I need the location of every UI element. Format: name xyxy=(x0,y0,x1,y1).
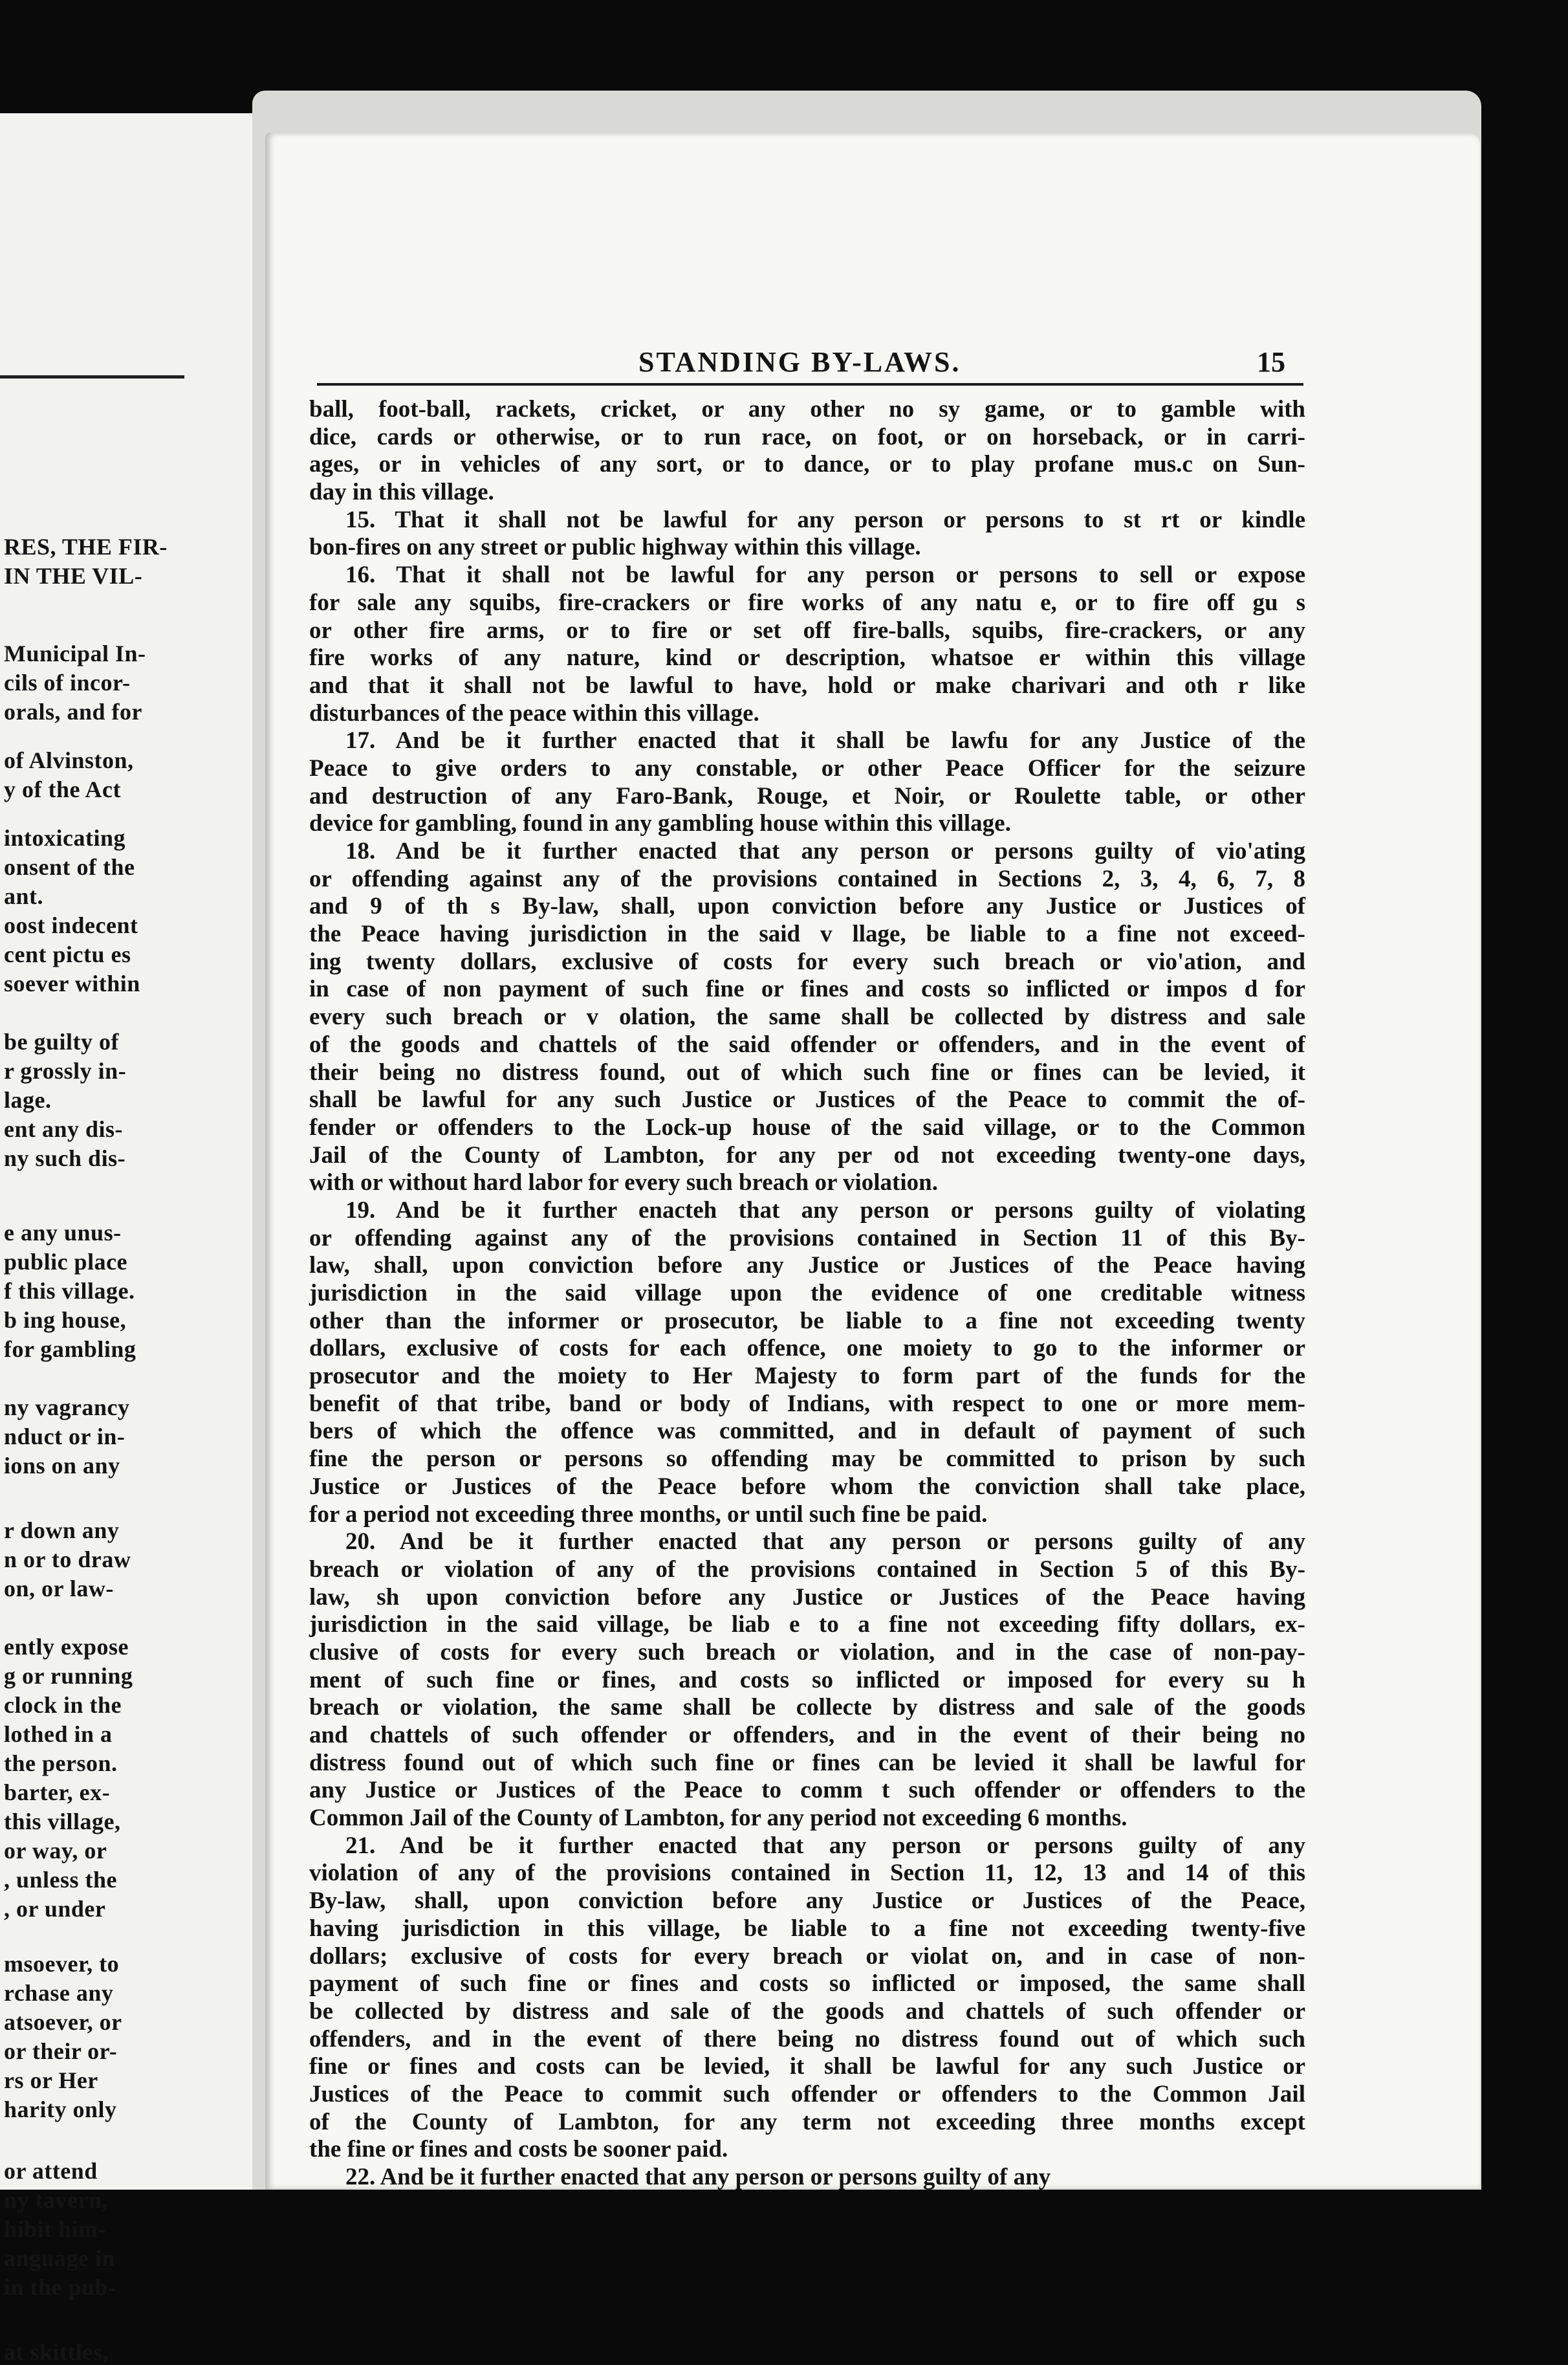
text-line: and that it shall not be lawful to have, hold or make charivari and oth r like xyxy=(309,672,1305,699)
text-line: day in this village. xyxy=(309,479,494,506)
facing-page-line: f this village. xyxy=(4,1278,135,1304)
facing-page-line: ant. xyxy=(4,883,44,909)
text-line: of the goods and chattels of the said offender or offenders, and in the event of xyxy=(309,1031,1305,1058)
facing-page-line: orals, and for xyxy=(4,699,142,725)
text-line: dollars, exclusive of costs for each offence, one moiety to go to the informer or xyxy=(309,1335,1305,1362)
facing-page-line: nduct or in- xyxy=(4,1424,125,1449)
text-line: 18. And be it further enacted that any person or persons guilty of vio'ating xyxy=(345,838,1305,864)
facing-page-line: msoever, to xyxy=(4,1951,120,1977)
facing-page-line: ny tavern, xyxy=(4,2187,108,2213)
running-head: STANDING BY-LAWS. xyxy=(638,346,961,378)
text-line: and 9 of th s By-law, shall, upon conviction before any Justice or Justices of xyxy=(309,893,1305,920)
text-line: prosecutor and the moiety to Her Majesty to form part of the funds for the xyxy=(309,1363,1305,1390)
facing-page-line: or way, or xyxy=(4,1838,107,1864)
text-line: ball, foot-ball, rackets, cricket, or any other no sy game, or to gamble with xyxy=(309,396,1305,423)
facing-page-line: RES, THE FIR- xyxy=(4,534,168,560)
text-line: dollars; exclusive of costs for every breach or violat on, and in case of non- xyxy=(309,1942,1305,1970)
text-line: ment of such fine or fines, and costs so inflicted or imposed for every su h xyxy=(309,1666,1305,1693)
facing-page-line: atsoever, or xyxy=(4,2009,122,2035)
text-line: and chattels of such offender or offenders, and in the event of their being no xyxy=(309,1722,1305,1748)
text-line: for sale any squibs, fire-crackers or fire works of any natu e, or to fire off gu s xyxy=(309,589,1305,616)
facing-page-line: be guilty of xyxy=(4,1029,120,1055)
page-number: 15 xyxy=(1257,346,1285,378)
text-line: Justices of the Peace to commit such offender or offenders to the Common Jail xyxy=(309,2080,1305,2107)
text-line: in case of non payment of such fine or fines and costs so inflicted or impos d for xyxy=(309,976,1305,1003)
text-line: jurisdiction in the said village, be liab e to a fine not exceeding fifty dollars, ex- xyxy=(309,1611,1305,1638)
facing-page-line: r grossly in- xyxy=(4,1058,127,1084)
text-line: for a period not exceeding three months, or until such fine be paid. xyxy=(309,1501,988,1528)
text-line: fine the person or persons so offending may be committed to prison by such xyxy=(309,1446,1305,1473)
facing-page-line: , or under xyxy=(4,1896,106,1922)
text-line: bers of which the offence was committed, and in default of payment of such xyxy=(309,1418,1305,1445)
body-text xyxy=(309,396,1305,2190)
facing-page-fragment xyxy=(0,113,257,2365)
facing-page-line: rs or Her xyxy=(4,2067,98,2093)
text-line: 15. That it shall not be lawful for any person or persons to st rt or kindle xyxy=(345,506,1305,533)
facing-page-line: onsent of the xyxy=(4,854,135,880)
text-line: and destruction of any Faro-Bank, Rouge, et Noir, or Roulette table, or other xyxy=(309,782,1305,809)
text-line: device for gambling, found in any gambling house within this village. xyxy=(309,810,1011,837)
text-line: dice, cards or otherwise, or to run race, on foot, or on horseback, or in carri- xyxy=(309,423,1305,450)
facing-page-line: in the pub- xyxy=(4,2274,116,2300)
text-line: bon-fires on any street or public highway within this village. xyxy=(309,534,921,561)
facing-page-header-rule xyxy=(0,375,184,379)
facing-page-line: or attend xyxy=(4,2158,98,2184)
text-line: law, sh upon conviction before any Justice or Justices of the Peace having xyxy=(309,1583,1305,1611)
text-line: every such breach or v olation, the same shall be collected by distress and sale xyxy=(309,1004,1305,1031)
text-line: their being no distress found, out of which such fine or fines can be levied, it xyxy=(309,1059,1305,1086)
text-line: violation of any of the provisions contained in Section 11, 12, 13 and 14 of this xyxy=(309,1860,1305,1887)
text-line: 16. That it shall not be lawful for any person or persons to sell or expose xyxy=(345,562,1305,589)
facing-page-line: lothed in a xyxy=(4,1721,113,1747)
text-line: ing twenty dollars, exclusive of costs for every such breach or vio'ation, and xyxy=(309,948,1305,975)
facing-page-line: anguage in xyxy=(4,2245,116,2271)
facing-page-line: soever within xyxy=(4,971,140,996)
text-line: 21. And be it further enacted that any person or persons guilty of any xyxy=(345,1832,1305,1859)
facing-page-line: rchase any xyxy=(4,1980,114,2006)
text-line: be collected by distress and sale of the goods and chattels of such offender or xyxy=(309,1997,1305,2025)
text-line: Jail of the County of Lambton, for any per od not exceeding twenty-one days, xyxy=(309,1141,1305,1169)
header-rule xyxy=(317,383,1303,386)
text-line: 19. And be it further enacteh that any person or persons guilty of violating xyxy=(345,1196,1305,1224)
facing-page-line: n or to draw xyxy=(4,1546,131,1572)
text-line: disturbances of the peace within this village. xyxy=(309,699,759,727)
facing-page-line: oost indecent xyxy=(4,912,138,938)
text-line: having jurisdiction in this village, be liable to a fine not exceeding twenty-five xyxy=(309,1915,1305,1942)
text-line: jurisdiction in the said village upon the evidence of one creditable witness xyxy=(309,1280,1305,1306)
facing-page-line: ions on any xyxy=(4,1453,120,1479)
facing-page-line: harity only xyxy=(4,2096,117,2122)
text-line: Peace to give orders to any constable, or other Peace Officer for the seizure xyxy=(309,754,1305,782)
facing-page-line: y of the Act xyxy=(4,776,121,802)
text-line: ages, or in vehicles of any sort, or to dance, or to play profane mus.c on Sun- xyxy=(309,451,1305,478)
text-line: or other fire arms, or to fire or set off fire-balls, squibs, fire-crackers, or any xyxy=(309,617,1305,644)
facing-page-line: or their or- xyxy=(4,2038,118,2064)
text-line: distress found out of which such fine or fines can be levied it shall be lawful for xyxy=(309,1749,1305,1776)
facing-page-line: r down any xyxy=(4,1517,120,1543)
text-line: offenders, and in the event of there being no distress found out of which such xyxy=(309,2025,1305,2052)
text-line: of the County of Lambton, for any term not exceeding three months except xyxy=(309,2108,1305,2135)
text-line: fender or offenders to the Lock-up house of the said village, or to the Common xyxy=(309,1114,1305,1141)
text-line: shall be lawful for any such Justice or Justices of the Peace to commit the of- xyxy=(309,1086,1305,1114)
text-line: Common Jail of the County of Lambton, for any period not exceeding 6 months. xyxy=(309,1805,1127,1832)
text-line: law, shall, upon conviction before any Justice or Justices of the Peace having xyxy=(309,1252,1305,1279)
facing-page-line: cils of incor- xyxy=(4,670,131,696)
text-line: breach or violation, the same shall be collecte by distress and sale of the goods xyxy=(309,1694,1305,1721)
facing-page-line: cent pictu es xyxy=(4,941,131,967)
text-line: 20. And be it further enacted that any person or persons guilty of any xyxy=(345,1528,1305,1556)
facing-page-line: public place xyxy=(4,1249,128,1275)
facing-page-line: IN THE VIL- xyxy=(4,563,143,589)
facing-page-line: intoxicating xyxy=(4,825,126,851)
text-line: the Peace having jurisdiction in the said v llage, be liable to a fine not exceed- xyxy=(309,921,1305,948)
facing-page-line: ny such dis- xyxy=(4,1145,126,1171)
text-line: fire works of any nature, kind or description, whatsoe er within this village xyxy=(309,644,1305,672)
facing-page-line: this village, xyxy=(4,1809,121,1834)
facing-page-line: at skittles, xyxy=(4,2339,109,2365)
text-line: fine or fines and costs can be levied, it shall be lawful for any such Justice or xyxy=(309,2053,1305,2080)
facing-page-line: of Alvinston, xyxy=(4,747,134,773)
facing-page-line: g or running xyxy=(4,1663,133,1689)
facing-page-line: Municipal In- xyxy=(4,641,146,666)
facing-page-line: ny vagrancy xyxy=(4,1394,130,1420)
facing-page-line: on, or law- xyxy=(4,1576,114,1601)
text-line: payment of such fine or fines and costs so inflicted or imposed, the same shall xyxy=(309,1970,1305,1997)
text-line: Justice or Justices of the Peace before whom the conviction shall take place, xyxy=(309,1473,1305,1500)
page-header xyxy=(302,343,1298,382)
text-line: other than the informer or prosecutor, be liable to a fine not exceeding twenty xyxy=(309,1307,1305,1334)
facing-page-line: b ing house, xyxy=(4,1307,127,1333)
facing-page-line: ent any dis- xyxy=(4,1116,124,1142)
text-line: 22. And be it further enacted that any person or persons guilty of any xyxy=(345,2164,1051,2190)
text-line: any Justice or Justices of the Peace to comm t such offender or offenders to the xyxy=(309,1777,1305,1804)
facing-page-line: clock in the xyxy=(4,1692,122,1718)
text-line: 17. And be it further enacted that it shall be lawfu for any Justice of the xyxy=(345,727,1305,754)
facing-page-line: for gambling xyxy=(4,1336,136,1362)
facing-page-line: lage. xyxy=(4,1087,52,1113)
facing-page-line: , unless the xyxy=(4,1867,118,1893)
text-line: or offending against any of the provisions contained in Section 11 of this By- xyxy=(309,1224,1305,1251)
text-line: benefit of that tribe, band or body of Indians, with respect to one or more mem- xyxy=(309,1390,1305,1417)
text-line: clusive of costs for every such breach or violation, and in the case of non-pay- xyxy=(309,1638,1305,1666)
text-line: the fine or fines and costs be sooner paid. xyxy=(309,2136,728,2163)
text-line: or offending against any of the provisions contained in Sections 2, 3, 4, 6, 7, 8 xyxy=(309,865,1305,892)
facing-page-line: hibit him- xyxy=(4,2216,107,2242)
facing-page-line: barter, ex- xyxy=(4,1779,111,1805)
facing-page-line: e any unus- xyxy=(4,1220,122,1246)
text-line: with or without hard labor for every such breach or violation. xyxy=(309,1169,938,1196)
facing-page-line: ently expose xyxy=(4,1634,129,1660)
facing-page-line: the person. xyxy=(4,1750,118,1776)
text-line: By-law, shall, upon conviction before any Justice or Justices of the Peace, xyxy=(309,1887,1305,1915)
text-line: breach or violation of any of the provisions contained in Section 5 of this By- xyxy=(309,1556,1305,1583)
